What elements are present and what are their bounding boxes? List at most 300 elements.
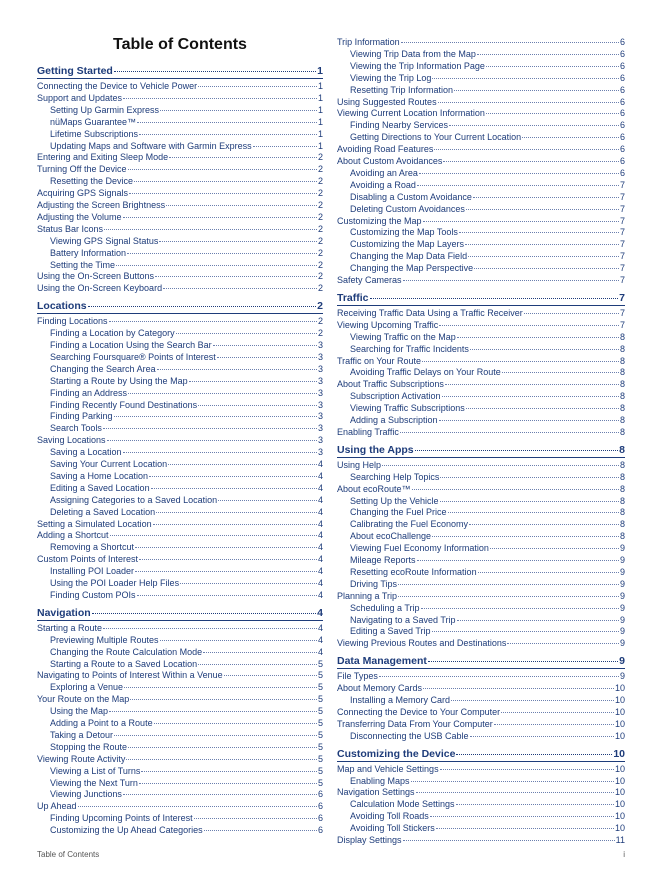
- toc-entry-page: 2: [317, 176, 323, 187]
- toc-entry-page: 6: [619, 144, 625, 155]
- toc-entry-title: Using Suggested Routes: [337, 96, 437, 107]
- toc-entry-page: 6: [317, 813, 323, 824]
- toc-entry[interactable]: [50, 447, 323, 458]
- toc-entry[interactable]: [50, 789, 323, 800]
- toc-entry-title: About Memory Cards: [337, 683, 423, 694]
- toc-entry-page: 10: [614, 787, 625, 798]
- toc-entry-title: Disabling a Custom Avoidance: [350, 191, 472, 202]
- dot-leader: [126, 759, 317, 760]
- toc-section-customizing-the-device[interactable]: [337, 748, 625, 761]
- dot-leader: [139, 134, 317, 135]
- dot-leader: [137, 595, 317, 596]
- toc-entry[interactable]: [350, 567, 625, 578]
- toc-entry[interactable]: [350, 403, 625, 414]
- dot-leader: [135, 547, 317, 548]
- dot-leader: [400, 432, 619, 433]
- toc-entry-title: Lifetime Subscriptions: [50, 128, 139, 139]
- toc-entry-page: 5: [317, 765, 323, 776]
- toc-entry[interactable]: [37, 212, 323, 223]
- toc-entry[interactable]: [50, 117, 323, 128]
- toc-entry[interactable]: [50, 766, 323, 777]
- toc-entry[interactable]: [350, 120, 625, 131]
- toc-entry-title: Avoiding a Road: [350, 179, 416, 190]
- toc-entry-title: Acquiring GPS Signals: [37, 188, 129, 199]
- toc-entry[interactable]: [350, 204, 625, 215]
- toc-entry-title: Avoiding Toll Roads: [350, 811, 429, 822]
- toc-entry[interactable]: [50, 423, 323, 434]
- toc-entry[interactable]: [337, 484, 625, 495]
- toc-entry-title: Starting a Route by Using the Map: [50, 375, 188, 386]
- toc-entry-page: 6: [619, 167, 625, 178]
- dot-leader: [459, 232, 619, 233]
- toc-entry[interactable]: [37, 164, 323, 175]
- dot-leader: [127, 253, 317, 254]
- toc-entry-title: Navigating to a Saved Trip: [350, 614, 456, 625]
- toc-entry-page: 10: [614, 775, 625, 786]
- dot-leader: [445, 384, 619, 385]
- toc-entry-page: 4: [317, 589, 323, 600]
- toc-entry[interactable]: [350, 132, 625, 143]
- dot-leader: [456, 804, 614, 805]
- toc-entry-page: 8: [619, 531, 625, 542]
- toc-entry-page: 5: [317, 777, 323, 788]
- toc-entry[interactable]: [50, 706, 323, 717]
- toc-entry-page: 10: [614, 799, 625, 810]
- toc-entry-title: Map and Vehicle Settings: [337, 763, 439, 774]
- toc-entry-page: 6: [619, 48, 625, 59]
- dot-leader: [439, 325, 619, 326]
- toc-entry-title: Starting a Route: [37, 622, 103, 633]
- toc-entry[interactable]: [50, 141, 323, 152]
- toc-entry[interactable]: [350, 531, 625, 542]
- toc-entry-title: About ecoRoute™: [337, 483, 411, 494]
- toc-entry-page: 2: [317, 247, 323, 258]
- dot-leader: [159, 241, 317, 242]
- toc-entry[interactable]: [37, 81, 323, 92]
- toc-entry[interactable]: [50, 328, 323, 339]
- dot-leader: [432, 78, 619, 79]
- dot-leader: [203, 652, 317, 653]
- dot-leader: [403, 280, 619, 281]
- toc-entry-page: 2: [317, 223, 323, 234]
- toc-entry-page: 3: [317, 375, 323, 386]
- toc-entry-title: Saving Locations: [37, 435, 106, 446]
- toc-entry[interactable]: [337, 460, 625, 471]
- toc-entry[interactable]: [350, 799, 625, 810]
- toc-section-using-the-apps[interactable]: [337, 444, 625, 457]
- toc-entry[interactable]: [50, 176, 323, 187]
- toc-entry-page: 2: [317, 164, 323, 175]
- toc-entry-page: 3: [317, 411, 323, 422]
- toc-entry-page: 6: [619, 37, 625, 47]
- dot-leader: [416, 792, 614, 793]
- toc-entry-title: Setting a Simulated Location: [37, 518, 152, 529]
- toc-entry-title: Removing a Shortcut: [50, 542, 135, 553]
- toc-entry[interactable]: [37, 519, 323, 530]
- toc-entry[interactable]: [37, 283, 323, 294]
- toc-entry[interactable]: [350, 776, 625, 787]
- dot-leader: [470, 349, 619, 350]
- toc-entry-page: 1: [317, 140, 323, 151]
- toc-entry[interactable]: [350, 496, 625, 507]
- dot-leader: [412, 489, 619, 490]
- toc-entry-page: 4: [317, 506, 323, 517]
- toc-entry-title: Adjusting the Volume: [37, 211, 122, 222]
- toc-entry[interactable]: [337, 835, 625, 846]
- toc-entry-title: Viewing a List of Turns: [50, 765, 141, 776]
- toc-entry[interactable]: [350, 49, 625, 60]
- dot-leader: [217, 357, 317, 358]
- section-rule: [337, 305, 625, 306]
- toc-entry[interactable]: [50, 352, 323, 363]
- toc-entry[interactable]: [50, 411, 323, 422]
- toc-entry[interactable]: [37, 801, 323, 812]
- toc-entry-title: Search Tools: [50, 423, 102, 434]
- dot-leader: [417, 560, 619, 561]
- toc-entry[interactable]: [37, 530, 323, 541]
- toc-entry[interactable]: [37, 316, 323, 327]
- dot-leader: [139, 559, 317, 560]
- toc-entry[interactable]: [50, 778, 323, 789]
- toc-entry[interactable]: [50, 682, 323, 693]
- toc-entry[interactable]: [50, 566, 323, 577]
- toc-entry[interactable]: [337, 707, 625, 718]
- toc-entry-title: Adjusting the Screen Brightness: [37, 200, 166, 210]
- toc-entry[interactable]: [337, 356, 625, 367]
- toc-entry[interactable]: [50, 659, 323, 670]
- toc-entry-title: Scheduling a Trip: [350, 602, 420, 613]
- toc-entry-title: Finding a Location Using the Search Bar: [50, 340, 212, 350]
- dot-leader: [477, 54, 619, 55]
- toc-entry[interactable]: [37, 554, 323, 565]
- toc-entry[interactable]: [337, 764, 625, 775]
- toc-entry[interactable]: [350, 579, 625, 590]
- toc-entry[interactable]: [50, 635, 323, 646]
- toc-entry[interactable]: [350, 61, 625, 72]
- dot-leader: [149, 476, 317, 477]
- toc-section-navigation[interactable]: [37, 607, 323, 620]
- toc-entry[interactable]: [337, 427, 625, 438]
- dot-leader: [114, 416, 317, 417]
- toc-entry[interactable]: [337, 97, 625, 108]
- toc-entry[interactable]: [37, 271, 323, 282]
- toc-entry[interactable]: [50, 825, 323, 836]
- toc-entry[interactable]: [50, 376, 323, 387]
- toc-entry-page: 6: [317, 789, 323, 800]
- toc-entry[interactable]: [50, 495, 323, 506]
- toc-entry-title: Viewing Route Activity: [37, 753, 126, 764]
- toc-entry-page: 9: [619, 655, 625, 668]
- toc-entry-title: Viewing the Trip Information Page: [350, 60, 485, 71]
- toc-entry[interactable]: [350, 626, 625, 637]
- toc-entry-page: 2: [317, 200, 323, 210]
- toc-entry[interactable]: [337, 108, 625, 119]
- dot-leader: [137, 122, 317, 123]
- toc-entry-page: 5: [317, 658, 323, 669]
- toc-entry[interactable]: [50, 400, 323, 411]
- toc-entry[interactable]: [37, 152, 323, 163]
- toc-entry[interactable]: [50, 590, 323, 601]
- toc-entry-page: 10: [614, 706, 625, 717]
- toc-entry-title: Resetting the Device: [50, 176, 134, 187]
- toc-entry[interactable]: [50, 483, 323, 494]
- toc-entry-page: 7: [619, 319, 625, 330]
- toc-entry-page: 4: [317, 542, 323, 553]
- toc-entry[interactable]: [350, 519, 625, 530]
- toc-entry-title: Locations: [37, 300, 87, 313]
- dot-leader: [129, 193, 317, 194]
- toc-entry-page: 2: [317, 271, 323, 282]
- dot-leader: [468, 256, 619, 257]
- toc-entry[interactable]: [37, 694, 323, 705]
- dot-leader: [123, 217, 317, 218]
- section-rule: [337, 668, 625, 669]
- dot-leader: [156, 512, 317, 513]
- toc-entry-page: 10: [614, 763, 625, 774]
- toc-entry[interactable]: [350, 391, 625, 402]
- toc-entry[interactable]: [350, 168, 625, 179]
- toc-entry[interactable]: [50, 542, 323, 553]
- toc-entry[interactable]: [50, 730, 323, 741]
- toc-entry[interactable]: [337, 144, 625, 155]
- toc-entry-page: 5: [317, 718, 323, 728]
- toc-entry-page: 5: [317, 682, 323, 693]
- dot-leader: [128, 169, 317, 170]
- dot-leader: [411, 781, 614, 782]
- toc-entry[interactable]: [337, 787, 625, 798]
- toc-entry-page: 3: [317, 423, 323, 434]
- toc-entry-title: Editing a Saved Trip: [350, 626, 431, 637]
- toc-section-getting-started[interactable]: [37, 65, 323, 78]
- toc-entry-page: 6: [619, 132, 625, 143]
- toc-entry-page: 5: [317, 694, 323, 705]
- toc-entry-title: File Types: [337, 671, 378, 682]
- dot-leader: [154, 723, 317, 724]
- toc-entry-page: 4: [317, 482, 323, 493]
- dot-leader: [151, 488, 317, 489]
- dot-leader: [123, 452, 317, 453]
- dot-leader: [114, 735, 317, 736]
- dot-leader: [524, 313, 619, 314]
- toc-entry[interactable]: [350, 251, 625, 262]
- dot-leader: [451, 700, 614, 701]
- dot-leader: [135, 571, 317, 572]
- toc-entry-title: Assigning Categories to a Saved Location: [50, 494, 218, 505]
- dot-leader: [198, 405, 317, 406]
- toc-entry[interactable]: [37, 670, 323, 681]
- toc-entry[interactable]: [350, 415, 625, 426]
- dot-leader: [123, 794, 317, 795]
- toc-section-data-management[interactable]: [337, 655, 625, 668]
- dot-leader: [449, 125, 619, 126]
- toc-entry-page: 2: [317, 283, 323, 294]
- toc-entry[interactable]: [37, 93, 323, 104]
- toc-entry[interactable]: [350, 73, 625, 84]
- dot-leader: [134, 181, 317, 182]
- dot-leader: [403, 840, 615, 841]
- dot-leader: [180, 583, 317, 584]
- toc-entry[interactable]: [37, 188, 323, 199]
- toc-entry[interactable]: [337, 638, 625, 649]
- toc-entry[interactable]: [337, 216, 625, 227]
- dot-leader: [448, 512, 619, 513]
- toc-entry[interactable]: [350, 192, 625, 203]
- toc-entry-title: Navigation Settings: [337, 787, 415, 798]
- dot-leader: [494, 724, 614, 725]
- toc-entry-page: 3: [317, 399, 323, 410]
- toc-entry[interactable]: [350, 367, 625, 378]
- toc-entry-page: 1: [317, 116, 323, 127]
- dot-leader: [103, 428, 317, 429]
- toc-entry-page: 6: [317, 825, 323, 836]
- toc-entry-title: Turning Off the Device: [37, 164, 127, 175]
- dot-leader: [139, 783, 317, 784]
- toc-entry[interactable]: [37, 754, 323, 765]
- toc-entry[interactable]: [37, 224, 323, 235]
- toc-section-locations[interactable]: [37, 300, 323, 313]
- toc-entry-page: 10: [614, 718, 625, 729]
- toc-entry-page: 5: [317, 706, 323, 717]
- toc-entry[interactable]: [50, 260, 323, 271]
- toc-entry[interactable]: [50, 471, 323, 482]
- toc-entry-title: Avoiding Road Features: [337, 144, 434, 155]
- toc-entry-title: Stopping the Route: [50, 741, 128, 752]
- toc-entry-page: 4: [317, 578, 323, 588]
- toc-entry[interactable]: [50, 578, 323, 589]
- dot-leader: [160, 640, 317, 641]
- toc-entry[interactable]: [337, 308, 625, 319]
- dot-leader: [417, 185, 619, 186]
- toc-entry-title: Using Help: [337, 459, 382, 470]
- toc-entry[interactable]: [50, 647, 323, 658]
- toc-entry-page: 2: [317, 235, 323, 246]
- dot-leader: [486, 113, 619, 114]
- toc-entry-page: 4: [317, 646, 323, 657]
- toc-entry[interactable]: [50, 105, 323, 116]
- dot-leader: [469, 524, 619, 525]
- toc-entry-page: 10: [614, 823, 625, 834]
- toc-entry[interactable]: [350, 543, 625, 554]
- dot-leader: [415, 450, 619, 451]
- toc-section-traffic[interactable]: [337, 292, 625, 305]
- toc-entry[interactable]: [50, 364, 323, 375]
- toc-entry[interactable]: [50, 129, 323, 140]
- toc-entry-title: About ecoChallenge: [350, 531, 432, 542]
- toc-entry-title: Subscription Activation: [350, 391, 441, 402]
- toc-entry-title: Planning a Trip: [337, 590, 398, 601]
- toc-entry-page: 6: [619, 108, 625, 119]
- toc-entry[interactable]: [50, 248, 323, 259]
- toc-entry[interactable]: [337, 320, 625, 331]
- toc-entry[interactable]: [350, 731, 625, 742]
- toc-entry-page: 3: [317, 340, 323, 350]
- toc-entry[interactable]: [337, 683, 625, 694]
- toc-entry-page: 9: [619, 555, 625, 565]
- toc-entry-page: 4: [317, 566, 323, 577]
- toc-entry[interactable]: [350, 85, 625, 96]
- toc-entry[interactable]: [50, 742, 323, 753]
- toc-entry[interactable]: [337, 156, 625, 167]
- toc-entry-title: Viewing Traffic Subscriptions: [350, 403, 465, 414]
- dot-leader: [478, 572, 619, 573]
- dot-leader: [128, 747, 317, 748]
- footer-label: Table of Contents: [37, 850, 100, 859]
- toc-entry[interactable]: [350, 180, 625, 191]
- toc-entry[interactable]: [337, 591, 625, 602]
- toc-entry-title: Using the On-Screen Keyboard: [37, 283, 163, 294]
- toc-entry-page: 6: [619, 72, 625, 83]
- toc-entry[interactable]: [350, 239, 625, 250]
- toc-entry[interactable]: [350, 472, 625, 483]
- toc-entry[interactable]: [350, 507, 625, 518]
- dot-leader: [103, 628, 317, 629]
- toc-entry[interactable]: [50, 718, 323, 729]
- toc-entry-title: Adding a Subscription: [350, 415, 438, 425]
- dot-leader: [213, 345, 317, 346]
- dot-leader: [379, 676, 619, 677]
- toc-entry[interactable]: [50, 507, 323, 518]
- toc-entry-title: Customizing the Map: [337, 215, 422, 226]
- toc-entry[interactable]: [50, 388, 323, 399]
- dot-leader: [198, 86, 317, 87]
- dot-leader: [141, 771, 317, 772]
- toc-entry[interactable]: [350, 332, 625, 343]
- toc-entry-page: 9: [619, 602, 625, 613]
- dot-leader: [465, 244, 619, 245]
- toc-entry[interactable]: [337, 379, 625, 390]
- dot-leader: [419, 173, 619, 174]
- toc-entry-page: 4: [317, 470, 323, 481]
- toc-entry[interactable]: [350, 695, 625, 706]
- toc-entry[interactable]: [350, 263, 625, 274]
- toc-entry-page: 7: [619, 275, 625, 285]
- toc-entry[interactable]: [350, 823, 625, 834]
- toc-entry[interactable]: [50, 813, 323, 824]
- toc-entry[interactable]: [37, 435, 323, 446]
- toc-entry-title: Deleting Custom Avoidances: [350, 203, 465, 214]
- toc-entry[interactable]: [50, 459, 323, 470]
- dot-leader: [253, 146, 317, 147]
- toc-entry[interactable]: [337, 671, 625, 682]
- toc-entry[interactable]: [350, 603, 625, 614]
- toc-entry-title: Finding Custom POIs: [50, 589, 136, 600]
- toc-entry-title: Saving Your Current Location: [50, 459, 168, 469]
- dot-leader: [398, 596, 619, 597]
- toc-entry-title: Avoiding an Area: [350, 167, 418, 178]
- toc-entry-title: Entering and Exiting Sleep Mode: [37, 152, 169, 163]
- toc-entry-page: 1: [317, 128, 323, 139]
- toc-entry[interactable]: [337, 37, 625, 48]
- toc-entry[interactable]: [350, 344, 625, 355]
- toc-entry[interactable]: [350, 615, 625, 626]
- section-rule: [337, 457, 625, 458]
- toc-entry[interactable]: [50, 236, 323, 247]
- toc-entry-page: 8: [619, 379, 625, 390]
- toc-entry-page: 2: [317, 188, 323, 199]
- toc-entry-title: Viewing Current Location Information: [337, 108, 485, 119]
- page-title: Table of Contents: [113, 36, 247, 53]
- toc-entry[interactable]: [350, 811, 625, 822]
- dot-leader: [423, 221, 619, 222]
- toc-entry[interactable]: [337, 275, 625, 286]
- dot-leader: [522, 137, 619, 138]
- toc-entry[interactable]: [37, 623, 323, 634]
- toc-entry[interactable]: [37, 200, 323, 211]
- toc-entry[interactable]: [337, 719, 625, 730]
- toc-entry[interactable]: [350, 227, 625, 238]
- toc-entry[interactable]: [350, 555, 625, 566]
- toc-entry[interactable]: [50, 340, 323, 351]
